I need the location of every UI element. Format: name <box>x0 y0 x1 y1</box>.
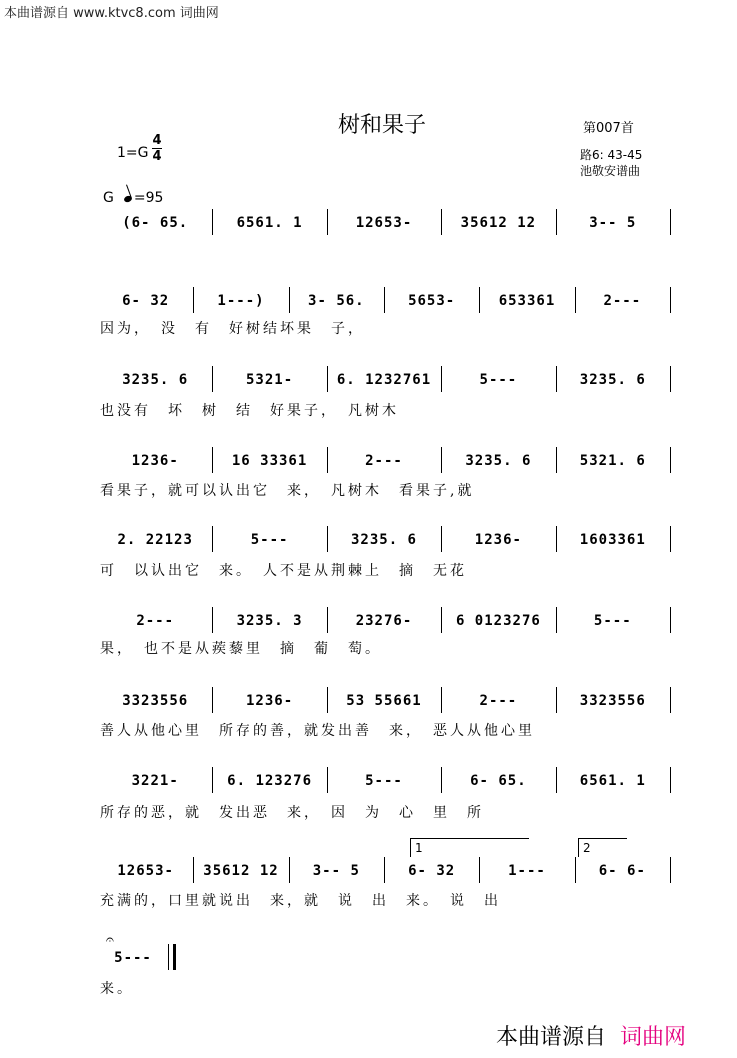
measure: 5--- <box>365 773 403 789</box>
measure: 5--- <box>250 532 289 548</box>
measure: 3-- 5 <box>312 863 360 879</box>
song-title: 树和果子 <box>338 113 427 138</box>
barline <box>670 366 671 392</box>
measure: 1236- <box>246 693 294 709</box>
lyrics-line: 看果子，就可以认出它 来， 凡树木 看果子,就 <box>100 483 475 499</box>
barline <box>575 287 576 313</box>
lyrics-line: 果， 也不是从蒺藜里 摘 葡 萄。 <box>100 641 382 657</box>
barline <box>670 447 671 473</box>
measure: 2--- <box>603 293 642 309</box>
barline <box>556 447 557 473</box>
quarter-note-icon <box>123 195 133 203</box>
barline <box>441 687 442 713</box>
measure: 6561. 1 <box>579 773 646 789</box>
measure: 35612 12 <box>460 215 537 231</box>
measure: 1236- <box>474 532 522 548</box>
measure: 5--- <box>593 613 632 629</box>
tempo-bpm: =95 <box>133 190 164 206</box>
barline <box>327 447 328 473</box>
measure: 16 33361 <box>231 453 308 469</box>
score-row <box>100 522 672 558</box>
site-watermark-top: 本曲谱源自 www.ktvc8.com 词曲网 <box>4 6 219 21</box>
composer-credit: 池敬安谱曲 <box>580 164 641 178</box>
measure: 2. 22123 <box>117 532 193 548</box>
barline <box>327 366 328 392</box>
key-signature: 1=G <box>117 145 149 161</box>
barline <box>670 209 671 235</box>
measure: 3221- <box>131 773 179 789</box>
score-row <box>100 443 672 479</box>
lyrics-line: 因为， 没 有 好树结坏果 子， <box>100 321 365 337</box>
measure: 2--- <box>479 693 518 709</box>
measure: 5--- <box>479 372 518 388</box>
measure: 1---) <box>217 293 265 309</box>
barline <box>556 366 557 392</box>
lyrics-line: 善人从他心里 所存的善，就发出善 来， 恶人从他心里 <box>100 723 535 739</box>
lyrics-line: 充满的，口里就说出 来，就 说 出 来。 说 出 <box>100 893 501 909</box>
barline <box>289 287 290 313</box>
lyrics-line: 可 以认出它 来。 人不是从荆棘上 摘 无花 <box>100 563 467 579</box>
measure: 2--- <box>365 453 403 469</box>
barline <box>441 209 442 235</box>
score-row <box>100 683 672 719</box>
score-row <box>100 362 672 398</box>
measure: 3- 56. <box>308 293 365 309</box>
barline <box>168 944 176 970</box>
barline <box>670 857 671 883</box>
measure: 6- 6- <box>598 863 646 879</box>
site-watermark-bottom <box>496 1020 686 1051</box>
barline <box>556 767 557 793</box>
measure: 6 0123276 <box>455 613 541 629</box>
barline <box>212 687 213 713</box>
barline <box>384 857 385 883</box>
barline <box>384 287 385 313</box>
barline <box>556 209 557 235</box>
measure: 23276- <box>355 613 413 629</box>
barline <box>441 607 442 633</box>
measure: 6- 32 <box>408 863 456 879</box>
lyrics-line: 所存的恶，就 发出恶 来， 因 为 心 里 所 <box>100 805 484 821</box>
measure: 1236- <box>131 453 179 469</box>
barline <box>212 447 213 473</box>
barline <box>556 526 557 552</box>
score-row <box>100 283 672 319</box>
barline <box>670 767 671 793</box>
measure: 5653- <box>408 293 456 309</box>
measure: (6- 65. <box>122 215 189 231</box>
barline <box>441 447 442 473</box>
barline <box>670 687 671 713</box>
barline <box>441 366 442 392</box>
watermark-left: 本曲谱源自 <box>496 1025 607 1050</box>
measure: 3323556 <box>579 693 646 709</box>
barline <box>212 767 213 793</box>
barline <box>441 767 442 793</box>
barline <box>289 857 290 883</box>
barline <box>575 857 576 883</box>
measure: 653361 <box>498 293 556 309</box>
measure: 6. 123276 <box>227 773 313 789</box>
measure: 1603361 <box>579 532 646 548</box>
score-row <box>100 763 672 799</box>
time-signature-top: 4 <box>152 133 162 148</box>
measure: 3323556 <box>122 693 189 709</box>
barline <box>327 687 328 713</box>
barline <box>212 607 213 633</box>
volta-1: 1 <box>410 838 529 857</box>
measure: 53 55661 <box>346 693 422 709</box>
chord-label: G <box>103 190 114 206</box>
barline <box>556 687 557 713</box>
barline <box>327 526 328 552</box>
time-signature <box>152 133 162 164</box>
measure: 5321. 6 <box>579 453 646 469</box>
time-signature-bottom: 4 <box>152 149 162 164</box>
lyrics-line: 也没有 坏 树 结 好果子， 凡树木 <box>100 403 399 419</box>
measure: 6. 1232761 <box>336 372 432 388</box>
barline <box>327 607 328 633</box>
barline <box>327 209 328 235</box>
measure: 3235. 6 <box>350 532 417 548</box>
measure: 3235. 6 <box>579 372 646 388</box>
barline <box>556 607 557 633</box>
measure: 3-- 5 <box>589 215 637 231</box>
measure: 3235. 6 <box>122 372 189 388</box>
measure: 1--- <box>508 863 546 879</box>
scripture-reference: 路6: 43-45 <box>580 148 643 162</box>
barline <box>193 287 194 313</box>
barline <box>193 857 194 883</box>
song-number: 第007首 <box>583 121 634 136</box>
barline <box>441 526 442 552</box>
measure: 5321- <box>246 372 294 388</box>
barline <box>212 366 213 392</box>
measure: 35612 12 <box>203 863 279 879</box>
measure: 6- 65. <box>470 773 527 789</box>
barline <box>670 287 671 313</box>
score-row <box>100 853 672 889</box>
barline <box>212 526 213 552</box>
measure: 3235. 3 <box>236 613 303 629</box>
barline <box>670 526 671 552</box>
measure: 5--- <box>114 950 152 966</box>
barline <box>479 287 480 313</box>
barline <box>212 209 213 235</box>
barline <box>479 857 480 883</box>
measure: 2--- <box>136 613 175 629</box>
measure: 12653- <box>355 215 413 231</box>
tempo-marking <box>103 190 163 206</box>
fermata-icon: 𝄐 <box>106 932 114 948</box>
barline <box>670 607 671 633</box>
volta-2: 2 <box>578 838 627 857</box>
score-row <box>100 603 672 639</box>
lyrics-line: 来。 <box>100 981 134 997</box>
barline <box>327 767 328 793</box>
watermark-right: 词曲网 <box>620 1025 687 1050</box>
score-row <box>100 205 672 241</box>
measure: 3235. 6 <box>465 453 532 469</box>
measure: 6561. 1 <box>236 215 303 231</box>
score-row <box>100 940 672 976</box>
measure: 6- 32 <box>122 293 170 309</box>
measure: 12653- <box>117 863 174 879</box>
